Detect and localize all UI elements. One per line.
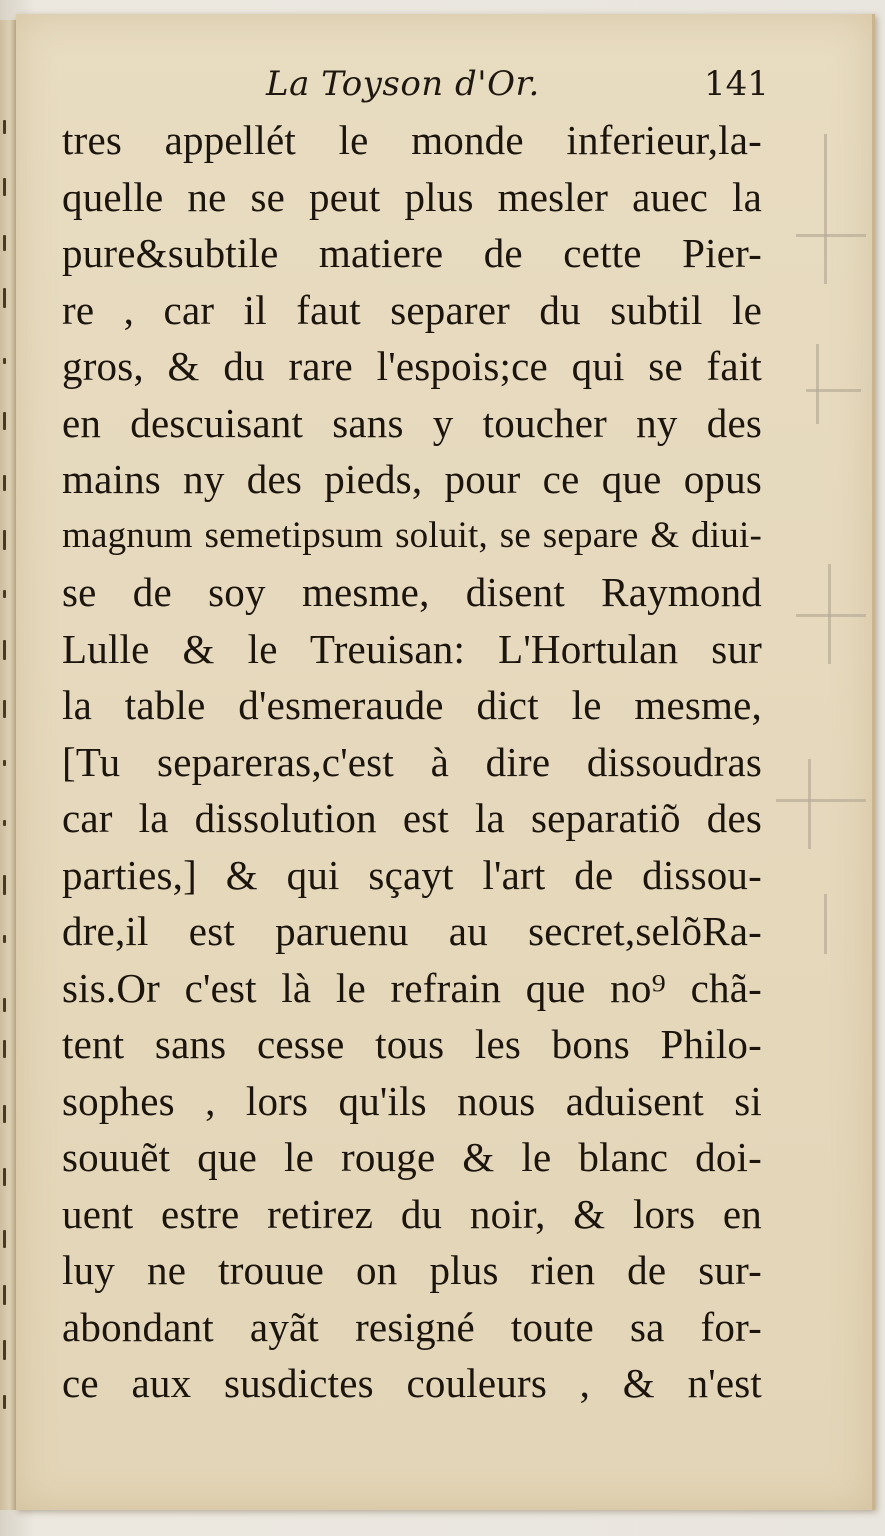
edge-ink-mark xyxy=(3,1340,6,1360)
text-line: tres appellét le monde inferieur,la- xyxy=(62,117,762,163)
text-line: uent estre retirez du noir, & lors en xyxy=(62,1190,762,1237)
edge-ink-mark xyxy=(3,875,6,895)
pencil-mark xyxy=(776,799,866,802)
text-line: gros, & du rare l'espois;ce qui se fait xyxy=(62,343,762,389)
text-line: car la dissolution est la separatiõ des xyxy=(62,795,762,841)
edge-ink-mark xyxy=(3,1040,6,1058)
text-line: luy ne trouue on plus rien de sur- xyxy=(62,1247,762,1293)
edge-ink-mark xyxy=(3,475,6,491)
pencil-mark xyxy=(806,389,861,392)
edge-ink-mark xyxy=(3,998,6,1012)
text-line: re , car il faut separer du subtil le xyxy=(62,286,762,333)
edge-ink-mark xyxy=(3,412,6,430)
pencil-mark xyxy=(816,344,819,424)
body-text xyxy=(62,112,762,1412)
pencil-mark xyxy=(808,759,811,849)
edge-ink-mark xyxy=(3,358,6,364)
text-line: pure&subtile matiere de cette Pier- xyxy=(62,230,762,276)
text-line: dre,il est paruenu au secret,selõRa- xyxy=(62,908,762,954)
text-line: ce aux susdictes couleurs , & n'est xyxy=(62,1360,762,1406)
edge-ink-mark xyxy=(3,1168,6,1186)
pencil-mark xyxy=(796,234,866,237)
edge-ink-mark xyxy=(3,590,6,598)
page-header xyxy=(16,64,872,114)
text-line: magnum semetipsum soluit, se separe & diui- xyxy=(62,514,762,556)
text-line: parties,] & qui sçayt l'art de dissou- xyxy=(62,851,762,898)
edge-ink-mark xyxy=(3,1230,6,1248)
pencil-mark xyxy=(824,134,827,284)
text-line: souuẽt que le rouge & le blanc doi- xyxy=(62,1134,762,1180)
text-line: se de soy mesme, disent Raymond xyxy=(62,569,762,615)
edge-ink-mark xyxy=(3,120,6,134)
page-number: 141 xyxy=(704,64,769,104)
edge-ink-mark xyxy=(3,530,6,550)
edge-ink-mark xyxy=(3,700,6,718)
edge-ink-mark xyxy=(3,235,6,251)
edge-ink-mark xyxy=(3,1285,6,1305)
edge-ink-mark xyxy=(3,1395,6,1409)
text-line: quelle ne se peut plus mesler auec la xyxy=(62,173,762,220)
pencil-mark xyxy=(824,894,827,954)
edge-ink-mark xyxy=(3,1105,6,1123)
text-line: abondant ayãt resigné toute sa for- xyxy=(62,1303,762,1350)
edge-ink-mark xyxy=(3,935,6,943)
text-line: en descuisant sans y toucher ny des xyxy=(62,399,762,446)
text-line: sis.Or c'est là le refrain que no⁹ chã- xyxy=(62,964,762,1011)
edge-ink-mark xyxy=(3,288,6,308)
text-line: [Tu separeras,c'est à dire dissoudras xyxy=(62,738,762,785)
text-line: sophes , lors qu'ils nous aduisent si xyxy=(62,1077,762,1124)
text-line: la table d'esmeraude dict le mesme, xyxy=(62,682,762,728)
text-line: mains ny des pieds, pour ce que opus xyxy=(62,456,762,502)
pencil-mark xyxy=(796,614,866,617)
edge-ink-mark xyxy=(3,820,6,826)
edge-ink-mark xyxy=(3,760,6,766)
book-page xyxy=(16,14,875,1510)
edge-ink-mark xyxy=(3,178,6,196)
previous-page-edge xyxy=(0,20,17,1510)
text-line: tent sans cesse tous les bons Philo- xyxy=(62,1021,762,1067)
text-line: Lulle & le Treuisan: L'Hortulan sur xyxy=(62,625,762,672)
running-head: La Toyson d'Or. xyxy=(266,64,540,104)
edge-ink-mark xyxy=(3,640,6,660)
